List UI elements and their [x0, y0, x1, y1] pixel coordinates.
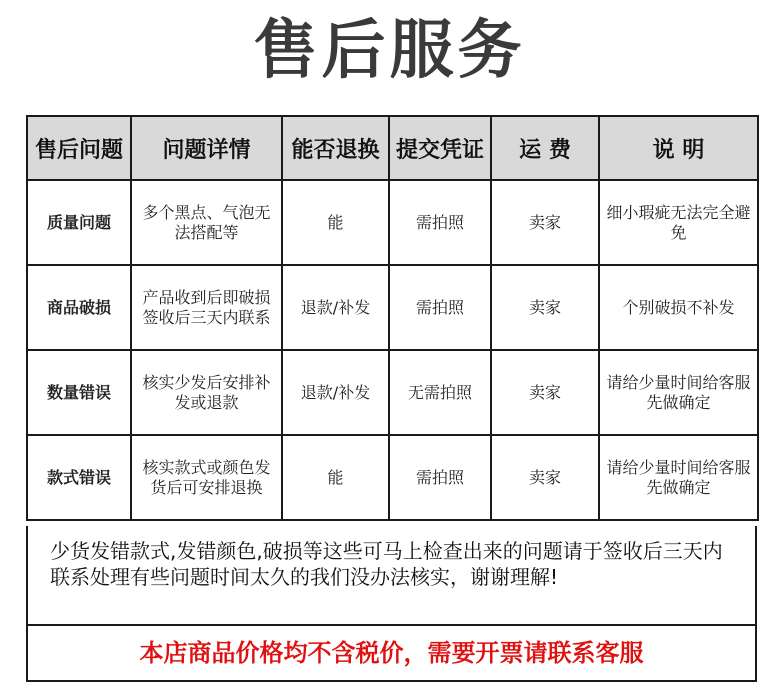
cell-proof: 无需拍照 [389, 350, 491, 435]
cell-proof: 需拍照 [389, 265, 491, 350]
page-title: 售后服务 [253, 14, 526, 88]
cell-exchange: 退款/补发 [282, 265, 389, 350]
cell-shipping: 卖家 [491, 350, 599, 435]
cell-proof: 需拍照 [389, 435, 491, 520]
cell-note: 个别破损不补发 [599, 265, 758, 350]
table-row [27, 435, 758, 520]
notice-box [26, 526, 757, 626]
cell-issue: 商品破损 [27, 265, 131, 350]
cell-exchange: 退款/补发 [282, 350, 389, 435]
table-row [27, 265, 758, 350]
cell-exchange: 能 [282, 435, 389, 520]
header-note: 说 明 [599, 116, 758, 180]
header-proof: 提交凭证 [389, 116, 491, 180]
notice-text: 少货发错款式,发错颜色,破损等这些可马上检查出来的问题请于签收后三天内联系处理有些问题时间太久的我们没办法核实，谢谢理解! [50, 539, 723, 589]
header-shipping: 运 费 [491, 116, 599, 180]
cell-note: 细小瑕疵无法完全避免 [599, 180, 758, 265]
cell-proof: 需拍照 [389, 180, 491, 265]
table-header-row [27, 116, 758, 180]
cell-issue: 款式错误 [27, 435, 131, 520]
header-detail: 问题详情 [131, 116, 282, 180]
cell-detail: 多个黑点、气泡无法搭配等 [131, 180, 282, 265]
cell-detail: 产品收到后即破损签收后三天内联系 [131, 265, 282, 350]
after-sales-table [26, 115, 759, 521]
cell-detail: 核实少发后安排补发或退款 [131, 350, 282, 435]
header-issue: 售后问题 [27, 116, 131, 180]
header-exchange: 能否退换 [282, 116, 389, 180]
cell-shipping: 卖家 [491, 180, 599, 265]
table-row [27, 180, 758, 265]
cell-note: 请给少量时间给客服先做确定 [599, 435, 758, 520]
cell-note: 请给少量时间给客服先做确定 [599, 350, 758, 435]
tax-notice-box [26, 624, 757, 682]
cell-shipping: 卖家 [491, 435, 599, 520]
cell-detail: 核实款式或颜色发货后可安排退换 [131, 435, 282, 520]
cell-shipping: 卖家 [491, 265, 599, 350]
cell-issue: 数量错误 [27, 350, 131, 435]
cell-issue: 质量问题 [27, 180, 131, 265]
cell-exchange: 能 [282, 180, 389, 265]
table-row [27, 350, 758, 435]
tax-notice-text: 本店商品价格均不含税价，需要开票请联系客服 [139, 639, 644, 667]
